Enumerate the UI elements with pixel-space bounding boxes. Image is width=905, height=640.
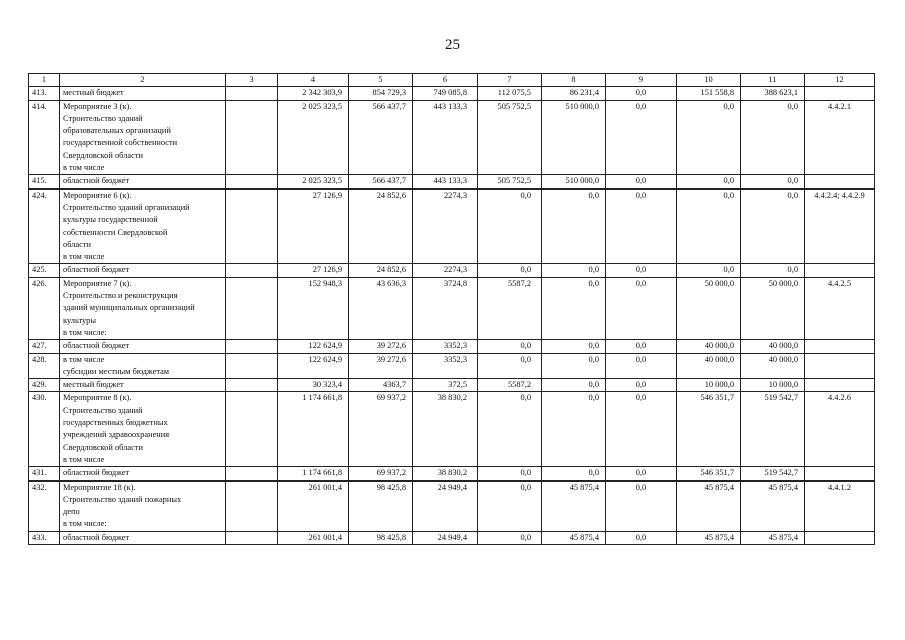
- indicator-code-cell: [805, 87, 875, 100]
- amount-cell-11: 45 875,4: [741, 481, 805, 532]
- amount-cell-6: 24 949,4: [413, 531, 478, 544]
- table-row: [29, 392, 875, 467]
- amount-cell-9: 0,0: [606, 100, 677, 175]
- amount-cell-7: 0,0: [478, 481, 542, 532]
- description-cell: [60, 340, 226, 353]
- amount-cell-8: 0,0: [542, 379, 606, 392]
- description-cell: [60, 189, 226, 264]
- column-3-cell: [226, 175, 278, 189]
- description-cell: [60, 277, 226, 339]
- indicator-code-cell: [805, 353, 875, 379]
- amount-cell-7: 5587,2: [478, 379, 542, 392]
- column-3-cell: [226, 467, 278, 481]
- description-line: культуры государственной: [63, 215, 158, 225]
- column-3-cell: [226, 100, 278, 175]
- description-cell: [60, 87, 226, 100]
- indicator-code-cell: [805, 379, 875, 392]
- amount-cell-4: 261 001,4: [278, 481, 349, 532]
- amount-cell-5: 43 636,3: [349, 277, 413, 339]
- description-line: Строительство зданий: [63, 113, 143, 123]
- amount-cell-11: 388 623,1: [741, 87, 805, 100]
- amount-cell-6: 749 085,8: [413, 87, 478, 100]
- amount-cell-11: 50 000,0: [741, 277, 805, 339]
- table-row: [29, 340, 875, 353]
- description-line: местный бюджет: [63, 88, 124, 98]
- amount-cell-5: 98 425,8: [349, 481, 413, 532]
- indicator-code-cell: [805, 531, 875, 544]
- amount-cell-10: 546 351,7: [677, 467, 741, 481]
- table-row: [29, 87, 875, 100]
- amount-cell-8: 0,0: [542, 353, 606, 379]
- amount-cell-5: 566 437,7: [349, 175, 413, 189]
- indicator-code-cell: [805, 467, 875, 481]
- amount-cell-10: 0,0: [677, 189, 741, 264]
- description-line: собственности Свердловской: [63, 227, 168, 237]
- amount-cell-8: 45 875,4: [542, 531, 606, 544]
- amount-cell-7: 0,0: [478, 340, 542, 353]
- description-line: Строительство зданий пожарных: [63, 494, 182, 504]
- amount-cell-6: 24 949,4: [413, 481, 478, 532]
- description-cell: [60, 481, 226, 532]
- amount-cell-7: 0,0: [478, 353, 542, 379]
- header-cell: 4: [278, 74, 349, 87]
- amount-cell-10: 10 000,0: [677, 379, 741, 392]
- amount-cell-11: 519 542,7: [741, 467, 805, 481]
- header-cell: 9: [606, 74, 677, 87]
- description-line: в том числе:: [63, 519, 107, 529]
- amount-cell-8: 0,0: [542, 264, 606, 277]
- amount-cell-11: 40 000,0: [741, 340, 805, 353]
- amount-cell-10: 45 875,4: [677, 481, 741, 532]
- amount-cell-8: 510 000,0: [542, 175, 606, 189]
- amount-cell-4: 27 126,9: [278, 264, 349, 277]
- description-line: Мероприятие 18 (к).: [63, 482, 136, 492]
- header-cell: 6: [413, 74, 478, 87]
- amount-cell-8: 86 231,4: [542, 87, 606, 100]
- indicator-code-cell: 4.4.2.1: [805, 100, 875, 175]
- description-cell: [60, 264, 226, 277]
- amount-cell-4: 2 025 323,5: [278, 100, 349, 175]
- amount-cell-4: 122 624,9: [278, 340, 349, 353]
- amount-cell-10: 40 000,0: [677, 340, 741, 353]
- table-row: [29, 175, 875, 189]
- amount-cell-7: 5587,2: [478, 277, 542, 339]
- amount-cell-9: 0,0: [606, 531, 677, 544]
- amount-cell-9: 0,0: [606, 467, 677, 481]
- table-row: [29, 467, 875, 481]
- header-cell: 2: [60, 74, 226, 87]
- indicator-code-cell: 4.4.2.6: [805, 392, 875, 467]
- header-cell: 3: [226, 74, 278, 87]
- amount-cell-10: 151 558,8: [677, 87, 741, 100]
- description-line: государственной собственности: [63, 138, 178, 148]
- description-line: областной бюджет: [63, 532, 130, 542]
- table-row: [29, 189, 875, 264]
- row-number-cell: 426.: [29, 277, 60, 339]
- amount-cell-9: 0,0: [606, 353, 677, 379]
- amount-cell-5: 4363,7: [349, 379, 413, 392]
- table-row: [29, 353, 875, 379]
- table-row: [29, 531, 875, 544]
- row-number-cell: 427.: [29, 340, 60, 353]
- amount-cell-7: 0,0: [478, 189, 542, 264]
- amount-cell-5: 39 272,6: [349, 353, 413, 379]
- column-3-cell: [226, 340, 278, 353]
- description-line: культуры: [63, 315, 96, 325]
- description-line: в том числе: [63, 163, 105, 173]
- amount-cell-6: 38 830,2: [413, 392, 478, 467]
- amount-cell-5: 98 425,8: [349, 531, 413, 544]
- description-line: Мероприятие 3 (к).: [63, 101, 132, 111]
- amount-cell-7: 0,0: [478, 531, 542, 544]
- description-cell: [60, 467, 226, 481]
- header-cell: 1: [29, 74, 60, 87]
- description-line: Строительство и реконструкция: [63, 291, 178, 301]
- table-row: [29, 100, 875, 175]
- indicator-code-cell: [805, 340, 875, 353]
- column-3-cell: [226, 481, 278, 532]
- amount-cell-11: 45 875,4: [741, 531, 805, 544]
- amount-cell-9: 0,0: [606, 392, 677, 467]
- budget-table: [28, 73, 875, 545]
- row-number-cell: 431.: [29, 467, 60, 481]
- amount-cell-6: 372,5: [413, 379, 478, 392]
- amount-cell-7: 0,0: [478, 392, 542, 467]
- row-number-cell: 430.: [29, 392, 60, 467]
- amount-cell-5: 69 937,2: [349, 467, 413, 481]
- indicator-code-cell: 4.4.2.4; 4.4.2.9: [805, 189, 875, 264]
- amount-cell-4: 30 323,4: [278, 379, 349, 392]
- indicator-code-cell: [805, 264, 875, 277]
- amount-cell-6: 38 830,2: [413, 467, 478, 481]
- amount-cell-5: 566 437,7: [349, 100, 413, 175]
- column-3-cell: [226, 392, 278, 467]
- amount-cell-6: 443 133,3: [413, 175, 478, 189]
- column-3-cell: [226, 353, 278, 379]
- amount-cell-7: 505 752,5: [478, 175, 542, 189]
- amount-cell-8: 0,0: [542, 277, 606, 339]
- description-line: депо: [63, 507, 80, 517]
- column-3-cell: [226, 264, 278, 277]
- indicator-code-cell: 4.4.2.5: [805, 277, 875, 339]
- row-number-cell: 413.: [29, 87, 60, 100]
- amount-cell-4: 27 126,9: [278, 189, 349, 264]
- description-line: Мероприятие 7 (к).: [63, 278, 132, 288]
- column-3-cell: [226, 531, 278, 544]
- amount-cell-11: 0,0: [741, 175, 805, 189]
- amount-cell-7: 0,0: [478, 467, 542, 481]
- description-line: областной бюджет: [63, 176, 130, 186]
- header-cell: 5: [349, 74, 413, 87]
- row-number-cell: 414.: [29, 100, 60, 175]
- amount-cell-4: 2 025 323,5: [278, 175, 349, 189]
- amount-cell-7: 505 752,5: [478, 100, 542, 175]
- row-number-cell: 425.: [29, 264, 60, 277]
- description-line: учреждений здравоохранения: [63, 430, 170, 440]
- header-cell: 11: [741, 74, 805, 87]
- amount-cell-10: 0,0: [677, 175, 741, 189]
- row-number-cell: 415.: [29, 175, 60, 189]
- table-header-row: [29, 74, 875, 87]
- indicator-code-cell: [805, 175, 875, 189]
- description-line: зданий муниципальных организаций: [63, 303, 195, 313]
- amount-cell-10: 0,0: [677, 100, 741, 175]
- amount-cell-9: 0,0: [606, 189, 677, 264]
- indicator-code-cell: 4.4.1.2: [805, 481, 875, 532]
- amount-cell-5: 24 852,6: [349, 189, 413, 264]
- row-number-cell: 433.: [29, 531, 60, 544]
- table-row: [29, 277, 875, 339]
- amount-cell-5: 24 852,6: [349, 264, 413, 277]
- table-body: [29, 74, 875, 545]
- amount-cell-8: 0,0: [542, 467, 606, 481]
- amount-cell-11: 519 542,7: [741, 392, 805, 467]
- column-3-cell: [226, 379, 278, 392]
- amount-cell-6: 2274,3: [413, 264, 478, 277]
- column-3-cell: [226, 87, 278, 100]
- description-line: областной бюджет: [63, 341, 130, 351]
- amount-cell-8: 0,0: [542, 189, 606, 264]
- amount-cell-4: 261 001,4: [278, 531, 349, 544]
- amount-cell-11: 10 000,0: [741, 379, 805, 392]
- description-line: Свердловской области: [63, 150, 143, 160]
- page-number: 25: [445, 37, 460, 53]
- description-line: Мероприятие 8 (к).: [63, 393, 132, 403]
- description-line: в том числе: [63, 354, 105, 364]
- description-cell: [60, 175, 226, 189]
- amount-cell-6: 3352,3: [413, 353, 478, 379]
- amount-cell-8: 0,0: [542, 392, 606, 467]
- amount-cell-8: 45 875,4: [542, 481, 606, 532]
- amount-cell-9: 0,0: [606, 379, 677, 392]
- amount-cell-6: 2274,3: [413, 189, 478, 264]
- amount-cell-8: 0,0: [542, 340, 606, 353]
- description-line: области: [63, 239, 91, 249]
- header-cell: 8: [542, 74, 606, 87]
- description-line: местный бюджет: [63, 380, 124, 390]
- amount-cell-10: 546 351,7: [677, 392, 741, 467]
- amount-cell-9: 0,0: [606, 264, 677, 277]
- amount-cell-9: 0,0: [606, 87, 677, 100]
- amount-cell-4: 2 342 303,9: [278, 87, 349, 100]
- header-cell: 10: [677, 74, 741, 87]
- amount-cell-5: 39 272,6: [349, 340, 413, 353]
- amount-cell-10: 45 875,4: [677, 531, 741, 544]
- description-cell: [60, 100, 226, 175]
- row-number-cell: 428.: [29, 353, 60, 379]
- description-cell: [60, 531, 226, 544]
- amount-cell-9: 0,0: [606, 175, 677, 189]
- description-line: субсидии местным бюджетам: [63, 366, 170, 376]
- amount-cell-8: 510 000,0: [542, 100, 606, 175]
- table-row: [29, 264, 875, 277]
- description-line: в том числе: [63, 454, 105, 464]
- amount-cell-9: 0,0: [606, 340, 677, 353]
- amount-cell-6: 3352,3: [413, 340, 478, 353]
- amount-cell-9: 0,0: [606, 481, 677, 532]
- description-line: в том числе: [63, 252, 105, 262]
- budget-table-container: [28, 73, 874, 545]
- amount-cell-7: 0,0: [478, 264, 542, 277]
- amount-cell-11: 0,0: [741, 100, 805, 175]
- table-row: [29, 481, 875, 532]
- amount-cell-7: 112 075,5: [478, 87, 542, 100]
- amount-cell-4: 1 174 661,8: [278, 392, 349, 467]
- amount-cell-10: 40 000,0: [677, 353, 741, 379]
- description-line: Мероприятие 6 (к).: [63, 190, 132, 200]
- description-cell: [60, 353, 226, 379]
- amount-cell-4: 152 948,3: [278, 277, 349, 339]
- header-cell: 7: [478, 74, 542, 87]
- description-line: Строительство зданий организаций: [63, 202, 190, 212]
- amount-cell-6: 3724,8: [413, 277, 478, 339]
- description-line: Строительство зданий: [63, 405, 143, 415]
- table-row: [29, 379, 875, 392]
- description-line: государственных бюджетных: [63, 418, 168, 428]
- description-line: областной бюджет: [63, 265, 130, 275]
- description-line: в том числе:: [63, 327, 107, 337]
- amount-cell-10: 0,0: [677, 264, 741, 277]
- row-number-cell: 424.: [29, 189, 60, 264]
- header-cell: 12: [805, 74, 875, 87]
- description-cell: [60, 379, 226, 392]
- row-number-cell: 429.: [29, 379, 60, 392]
- amount-cell-9: 0,0: [606, 277, 677, 339]
- description-cell: [60, 392, 226, 467]
- amount-cell-5: 69 937,2: [349, 392, 413, 467]
- amount-cell-6: 443 133,3: [413, 100, 478, 175]
- row-number-cell: 432.: [29, 481, 60, 532]
- amount-cell-11: 0,0: [741, 189, 805, 264]
- description-line: Свердловской области: [63, 442, 143, 452]
- amount-cell-11: 40 000,0: [741, 353, 805, 379]
- description-line: образовательных организаций: [63, 126, 171, 136]
- amount-cell-10: 50 000,0: [677, 277, 741, 339]
- amount-cell-4: 122 624,9: [278, 353, 349, 379]
- amount-cell-5: 854 729,3: [349, 87, 413, 100]
- description-line: областной бюджет: [63, 468, 130, 478]
- amount-cell-11: 0,0: [741, 264, 805, 277]
- column-3-cell: [226, 277, 278, 339]
- column-3-cell: [226, 189, 278, 264]
- amount-cell-4: 1 174 661,8: [278, 467, 349, 481]
